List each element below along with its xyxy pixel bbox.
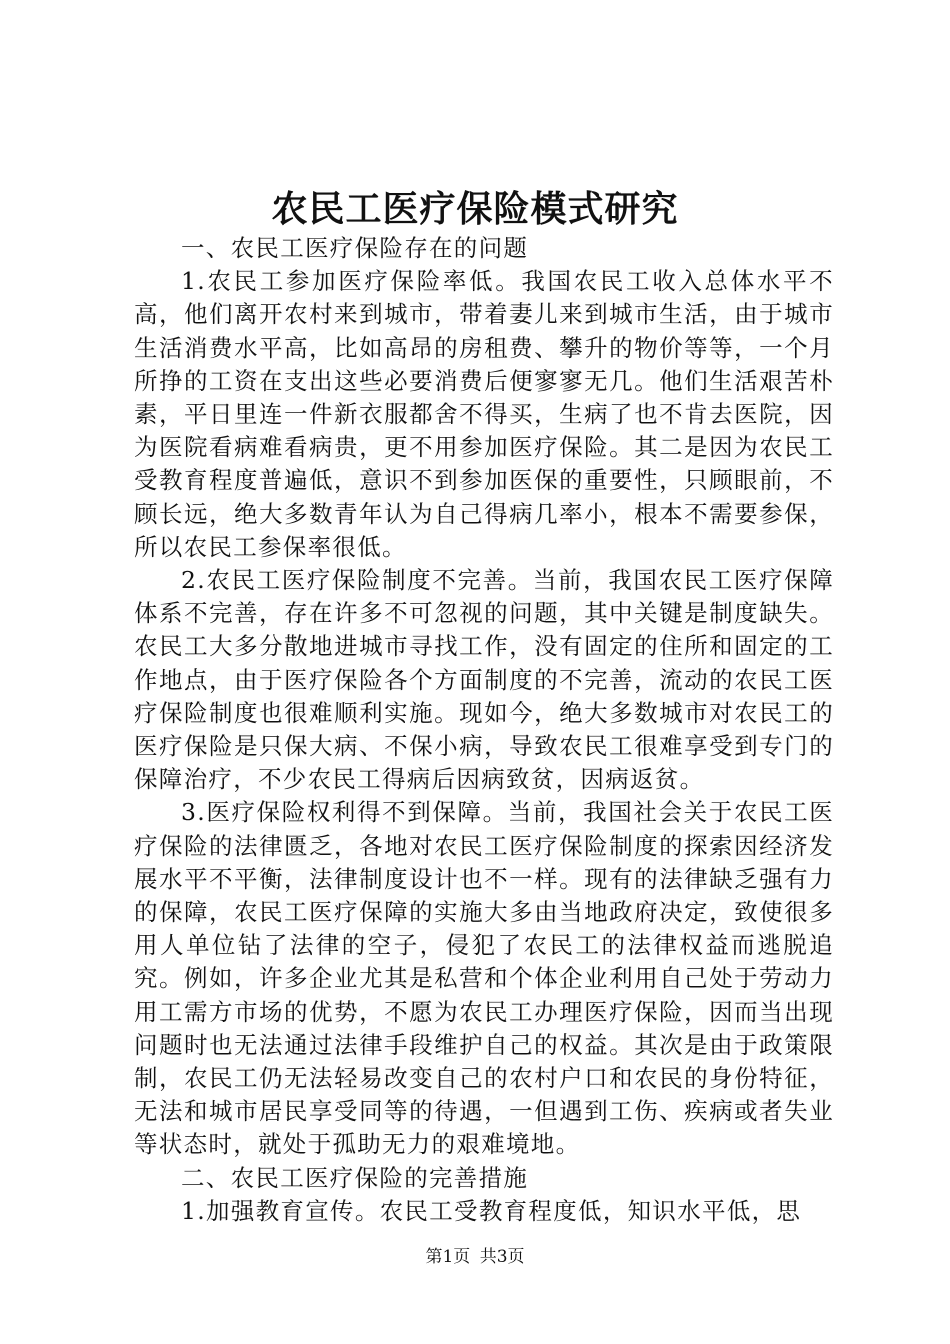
page-footer xyxy=(0,1245,950,1269)
section-heading-measures: 二、农民工医疗保险的完善措施 xyxy=(181,1163,529,1192)
document-title: 农民工医疗保险模式研究 xyxy=(271,188,679,230)
section-heading-problems: 一、农民工医疗保险存在的问题 xyxy=(181,234,529,262)
paragraph-rights-unprotected: 3.医疗保险权利得不到保障。当前，我国社会关于农民工医疗保险的法律匮乏，各地对农民工医疗保险制度的探索因经济发展水平不平衡，法律制度设计也不一样。现有的法律缺乏强有力的保障，农民工医疗保障的实施大多由当地政府决定，致使很多用人单位钻了法律的空子，侵犯了农民工的法律权益而逃脱追究。例如，许多企业尤其是私营和个体企业利用自己处于劳动力用工需方市场的优势，不愿为农民工办理医疗保险，因而当出现问题时也无法通过法律手段维护自己的权益。其次是由于政策限制，农民工仍无法轻易改变自己的农村户口和农民的身份特征，无法和城市居民享受同等的待遇，一但遇到工伤、疾病或者失业等状态时，就处于孤助无力的艰难境地。 xyxy=(134,798,834,1159)
paragraph-low-participation: 1.农民工参加医疗保险率低。我国农民工收入总体水平不高，他们离开农村来到城市，带着妻儿来到城市生活，由于城市生活消费水平高，比如高昂的房租费、攀升的物价等等，一个月所挣的工资在支出这些必要消费后便寥寥无几。他们生活艰苦朴素，平日里连一件新衣服都舍不得买，生病了也不肯去医院，因为医院看病难看病贵，更不用参加医疗保险。其二是因为农民工受教育程度普遍低，意识不到参加医保的重要性，只顾眼前，不顾长远，绝大多数青年认为自己得病几率小，根本不需要参保，所以农民工参保率很低。 xyxy=(134,267,834,561)
document-body xyxy=(134,232,834,1228)
page-number: 第1页 xyxy=(425,1247,471,1267)
paragraph-education: 1.加强教育宣传。农民工受教育程度低，知识水平低，思 xyxy=(181,1196,802,1225)
paragraph-imperfect-system: 2.农民工医疗保险制度不完善。当前，我国农民工医疗保障体系不完善，存在许多不可忽视的问题，其中关键是制度缺失。农民工大多分散地进城市寻找工作，没有固定的住所和固定的工作地点，由于医疗保险各个方面制度的不完善，流动的农民工医疗保险制度也很难顺利实施。现如今，绝大多数城市对农民工的医疗保险是只保大病、不保小病，导致农民工很难享受到专门的保障治疗，不少农民工得病后因病致贫，因病返贫。 xyxy=(134,566,834,794)
page-total: 共3页 xyxy=(479,1247,525,1267)
